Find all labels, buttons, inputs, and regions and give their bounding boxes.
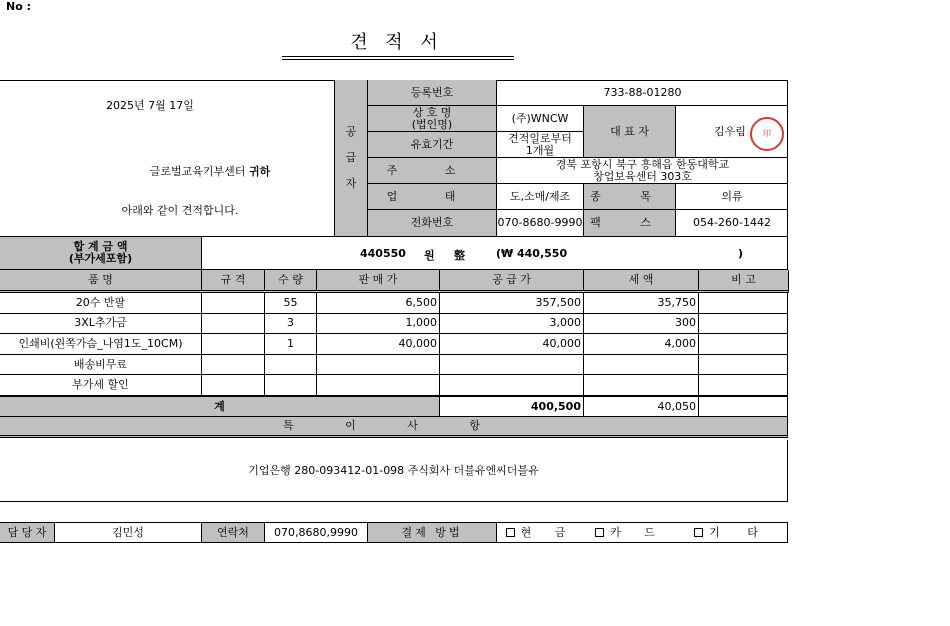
sum-tax: 40,050 (584, 396, 699, 417)
manager-label: 담 당 자 (0, 523, 55, 542)
recipient-line (100, 164, 320, 180)
cell-name: 3XL추가금 (0, 314, 202, 335)
address-line2: 창업보육센터 303호 (593, 169, 692, 183)
remarks-label (0, 417, 788, 438)
company-label (368, 106, 497, 132)
checkbox-icon[interactable] (506, 528, 515, 537)
cell-tax: 300 (584, 314, 699, 335)
cell-qty: 55 (265, 293, 317, 314)
total-label (0, 237, 202, 270)
contact-label: 연락처 (202, 523, 265, 542)
payment-other-label: 기 타 (709, 525, 770, 539)
supplier-label-char: 급 (345, 151, 357, 164)
remarks-text: 기업은행 280-093412-01-098 주식회사 더블유엔씨더블유 (0, 440, 788, 502)
company-label-line2: (법인명) (411, 117, 453, 131)
sum-note (699, 396, 788, 417)
company-label-line1: 상 호 명 (412, 105, 452, 119)
cell-price (317, 375, 440, 396)
cell-spec (202, 375, 265, 396)
table-row (0, 314, 787, 335)
remarks-label-text: 특 이 사 항 (283, 419, 504, 432)
cell-spec (202, 355, 265, 376)
header-qty: 수 량 (265, 270, 317, 290)
cell-price (317, 355, 440, 376)
cell-name: 인쇄비(왼쪽가슴_나염1도_10CM) (0, 334, 202, 355)
cell-price: 6,500 (317, 293, 440, 314)
document-title: 견 적 서 (350, 32, 444, 53)
reg-no-value: 733-88-01280 (497, 80, 788, 106)
supplier-label (334, 80, 368, 236)
title-underline (282, 56, 514, 57)
fax-value: 054-260-1442 (693, 216, 771, 229)
cell-supply: 40,000 (440, 334, 584, 355)
company-value: (주)WNCW (497, 106, 584, 132)
header-spec: 규 격 (202, 270, 265, 290)
cell-supply (440, 375, 584, 396)
item-rows (0, 293, 787, 396)
payment-card-option[interactable] (584, 523, 676, 542)
cell-note (699, 355, 787, 376)
cell-supply (440, 355, 584, 376)
cell-spec (202, 314, 265, 335)
seal-glyph: 印 (763, 129, 771, 138)
cell-price: 40,000 (317, 334, 440, 355)
table-row (0, 355, 787, 376)
validity-line2: 1개월 (525, 143, 555, 157)
total-label-line1: 합 계 금 액 (73, 240, 128, 253)
cell-tax: 35,750 (584, 293, 699, 314)
business-label (368, 184, 497, 210)
header-supply: 공 급 가 (440, 270, 584, 290)
cell-note (699, 293, 787, 314)
fax-label-text: 팩 스 (590, 216, 669, 229)
cell-name: 부가세 할인 (0, 375, 202, 396)
quote-intro: 아래와 같이 견적합니다. (121, 204, 239, 217)
sum-supply: 400,500 (440, 396, 584, 417)
fax-label (584, 210, 676, 236)
cell-qty: 1 (265, 334, 317, 355)
cell-qty (265, 375, 317, 396)
cell-qty: 3 (265, 314, 317, 335)
manager-value: 김민성 (55, 523, 202, 542)
representative-name: 김우림 (714, 124, 746, 138)
cell-supply: 3,000 (440, 314, 584, 335)
document-number-label: No : (6, 0, 31, 13)
checkbox-icon[interactable] (595, 528, 604, 537)
cell-tax: 4,000 (584, 334, 699, 355)
cell-price: 1,000 (317, 314, 440, 335)
address-label (368, 158, 497, 184)
recipient-honorific: 귀하 (248, 165, 271, 178)
total-amount-paren: (₩ 440,550 (496, 247, 568, 260)
company-seal-stamp (750, 117, 784, 151)
business-label-text: 업 태 (386, 189, 478, 203)
cell-name: 20수 반팔 (0, 293, 202, 314)
address-line1: 경북 포항시 북구 흥해읍 한동대학교 (555, 157, 730, 171)
contact-value: 070,8680,9990 (265, 523, 368, 542)
cell-note (699, 314, 787, 335)
cell-spec (202, 334, 265, 355)
header-tax: 세 액 (584, 270, 699, 290)
address-value (497, 158, 788, 184)
title-underline-double (282, 59, 514, 60)
cell-qty (265, 355, 317, 376)
total-won: 원 (424, 249, 435, 262)
validity-line1: 견적일로부터 (508, 131, 572, 145)
payment-card-label: 카 드 (610, 525, 665, 539)
item-table-body (0, 293, 788, 396)
header-note: 비 고 (731, 273, 756, 286)
cell-note (699, 334, 787, 355)
total-amount-box (202, 237, 788, 270)
cell-supply: 357,500 (440, 293, 584, 314)
quote-date: 2025년 7월 17일 (106, 99, 194, 112)
business-value: 도,소매/제조 (497, 184, 584, 210)
payment-label (368, 523, 497, 542)
cell-spec (202, 293, 265, 314)
total-paren-close: ) (738, 247, 744, 260)
cell-note (699, 375, 787, 396)
cell-name: 배송비무료 (0, 355, 202, 376)
address-label-text: 주 소 (386, 163, 478, 177)
cell-tax (584, 355, 699, 376)
total-label-line2: (부가세포함) (68, 252, 133, 265)
validity-label: 유효기간 (368, 132, 497, 158)
validity-value (497, 132, 584, 158)
item-label (584, 184, 676, 210)
total-amount: 440550 (360, 247, 406, 260)
representative-label: 대 표 자 (584, 106, 676, 158)
payment-cash-label: 현 금 (520, 525, 576, 539)
cell-tax (584, 375, 699, 396)
header-price: 판 매 가 (317, 270, 440, 290)
payment-other-option[interactable] (676, 523, 788, 542)
item-label-text: 종 목 (590, 189, 669, 203)
payment-label-text: 결제 방법 (401, 525, 463, 539)
supplier-label-char: 자 (345, 177, 357, 190)
payment-cash-option[interactable] (497, 523, 584, 542)
item-value: 의류 (676, 184, 788, 210)
reg-no-label: 등록번호 (368, 80, 497, 106)
recipient-name: 글로벌교육기부센터 (149, 165, 246, 178)
supplier-label-char: 공 (345, 125, 357, 138)
total-jeong: 整 (454, 249, 465, 262)
phone-label: 전화번호 (368, 210, 497, 236)
phone-value: 070-8680-9990 (497, 210, 584, 236)
table-row (0, 375, 787, 396)
sum-label: 계 (0, 396, 440, 417)
table-row (0, 334, 787, 355)
checkbox-icon[interactable] (694, 528, 703, 537)
table-row (0, 293, 787, 314)
header-name: 품 명 (0, 270, 202, 290)
